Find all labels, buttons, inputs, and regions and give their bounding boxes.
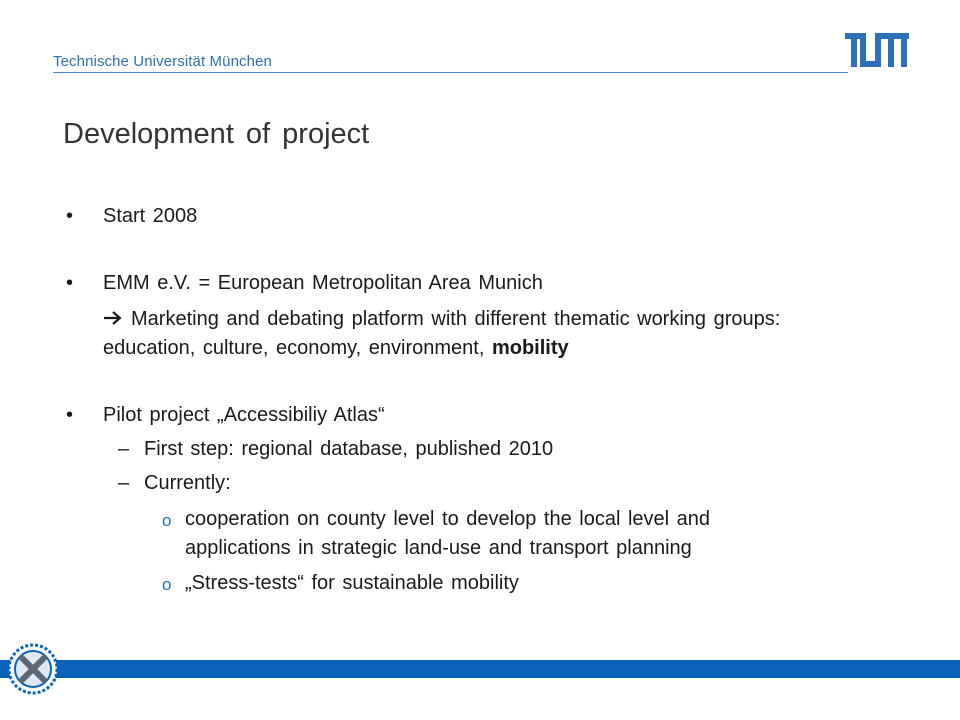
sub-cooperation-line1: cooperation on county level to develop the local level and [185,508,711,530]
header-divider [53,72,848,73]
bullet-marker: • [66,272,74,294]
emm-description-line2: education, culture, economy, environment, mobility [103,337,569,359]
page-title: Development of project [63,118,370,150]
dash-marker: – [118,438,130,460]
bullet-pilot-project: Pilot project „Accessibiliy Atlas“ [103,404,385,426]
sub-cooperation-line2: applications in strategic land-use and transport planning [185,537,692,559]
bullet-start: Start 2008 [103,205,198,227]
tum-logo [845,33,909,67]
dash-marker: – [118,472,130,494]
bullet-marker: • [66,205,74,227]
sub-stress-tests: „Stress-tests“ for sustainable mobility [185,572,519,594]
arrow-icon [103,304,123,334]
sub-currently: Currently: [144,472,231,494]
footer-bar [0,660,960,678]
bullet-marker: • [66,404,74,426]
institution-name: Technische Universität München [53,53,272,70]
emm-description-line1: Marketing and debating platform with different thematic working groups: [131,308,781,330]
cross-circle-icon [7,643,59,695]
mobility-emphasis: mobility [491,337,569,359]
circle-marker: o [162,511,172,530]
bullet-emm: EMM e.V. = European Metropolitan Area Munich [103,272,543,294]
sub-first-step: First step: regional database, published 2010 [144,438,554,460]
circle-marker: o [162,575,172,594]
